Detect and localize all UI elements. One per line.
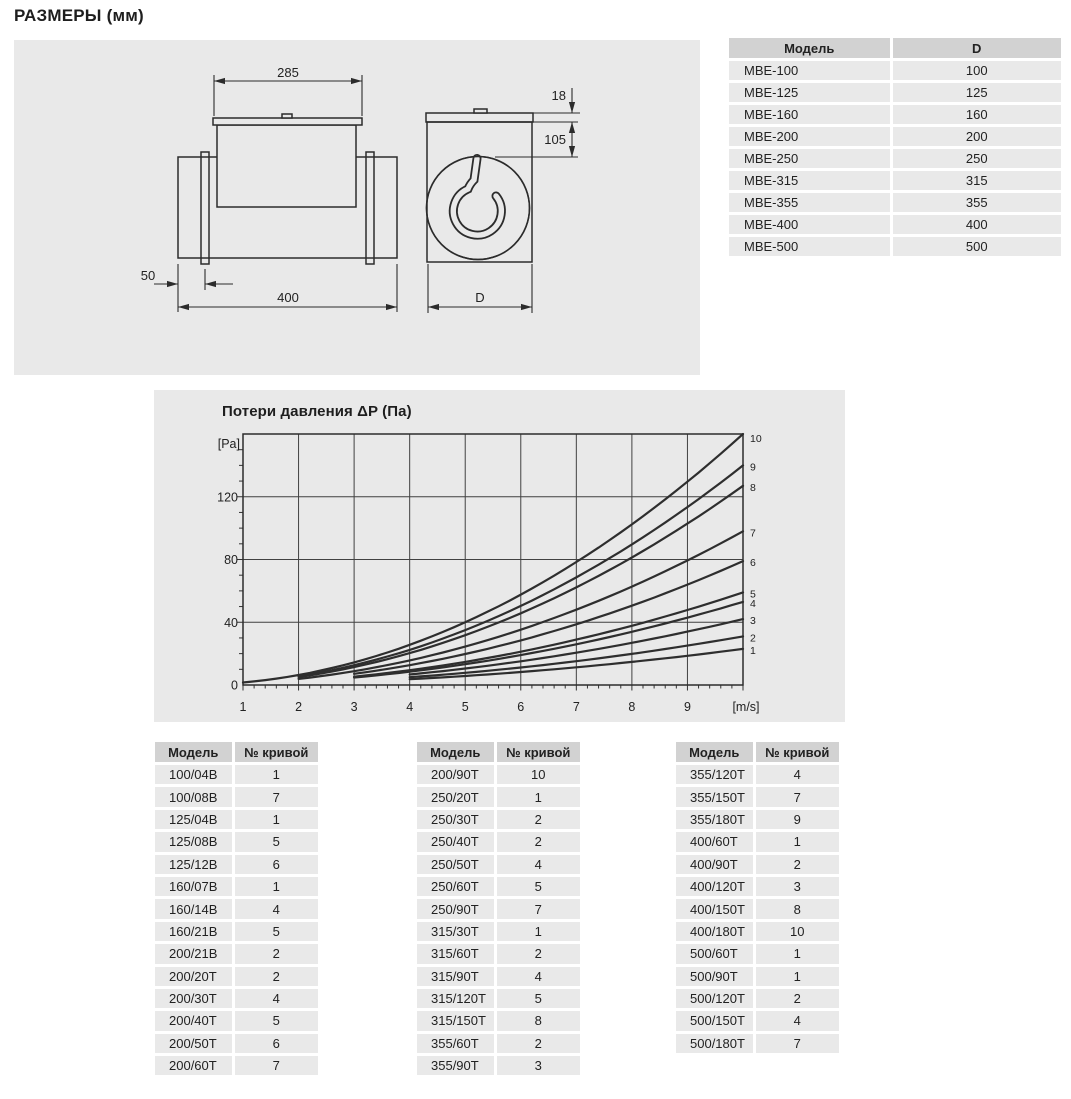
model-cell: 400/180Т	[676, 920, 754, 942]
curve-number-cell: 1	[233, 764, 318, 786]
curve-label-2: 2	[750, 632, 756, 645]
curve-number-cell: 3	[495, 1055, 580, 1077]
curve-label-7: 7	[750, 527, 756, 540]
table-row	[155, 1055, 318, 1077]
diameter-cell: 355	[891, 192, 1061, 214]
model-cell: 315/90Т	[417, 965, 495, 987]
table-row	[155, 853, 318, 875]
curve-number-cell: 1	[233, 875, 318, 897]
table-row	[417, 920, 580, 942]
model-cell: МВЕ-250	[729, 148, 891, 170]
diameter-cell: 250	[891, 148, 1061, 170]
table-row	[676, 920, 839, 942]
table-row	[729, 236, 1061, 258]
flange-right	[366, 152, 374, 264]
x-tick-label: 8	[628, 700, 636, 714]
model-cell: 200/21В	[155, 943, 233, 965]
model-cell: 200/30Т	[155, 987, 233, 1009]
curve-number-cell: 3	[754, 875, 839, 897]
model-cell: 315/60Т	[417, 943, 495, 965]
model-cell: 250/60Т	[417, 875, 495, 897]
table-row	[676, 965, 839, 987]
curve-number-cell: 5	[233, 831, 318, 853]
curve-number-cell: 2	[754, 853, 839, 875]
table-row	[155, 764, 318, 786]
model-cell: 355/150Т	[676, 786, 754, 808]
table-row	[155, 965, 318, 987]
table-row	[155, 1010, 318, 1032]
model-cell: 250/90Т	[417, 898, 495, 920]
model-cell: 500/90Т	[676, 965, 754, 987]
flange-left	[201, 152, 209, 264]
table-row	[417, 943, 580, 965]
curve-label-10: 10	[750, 433, 762, 445]
column-header: № кривой	[754, 742, 839, 764]
diameter-cell: 200	[891, 126, 1061, 148]
curve-number-cell: 2	[754, 987, 839, 1009]
model-curve-table-2	[417, 742, 580, 1078]
curve-number-cell: 2	[495, 1032, 580, 1054]
curve-number-cell: 1	[754, 831, 839, 853]
model-cell: МВЕ-315	[729, 170, 891, 192]
curve-number-cell: 4	[233, 898, 318, 920]
y-tick-label: 80	[224, 553, 238, 567]
model-cell: 200/50Т	[155, 1032, 233, 1054]
header-row	[417, 742, 580, 764]
curve-number-cell: 10	[754, 920, 839, 942]
curve-number-cell: 6	[233, 1032, 318, 1054]
curve-number-cell: 7	[754, 786, 839, 808]
terminal-box-lid	[213, 118, 362, 125]
x-tick-label: 6	[517, 700, 525, 714]
table-row	[417, 965, 580, 987]
header-row	[155, 742, 318, 764]
curve-number-cell: 8	[754, 898, 839, 920]
curve-number-cell: 5	[233, 920, 318, 942]
model-cell: МВЕ-400	[729, 214, 891, 236]
terminal-box	[217, 125, 356, 207]
pressure-curve-10	[243, 434, 743, 683]
model-cell: 250/20Т	[417, 786, 495, 808]
table-row	[729, 148, 1061, 170]
model-cell: 125/12В	[155, 853, 233, 875]
curve-label-6: 6	[750, 557, 756, 570]
front-cable-gland	[474, 109, 487, 113]
model-cell: 200/20Т	[155, 965, 233, 987]
curve-number-cell: 2	[233, 943, 318, 965]
model-cell: 200/90Т	[417, 764, 495, 786]
column-header: Модель	[417, 742, 495, 764]
diameter-cell: 400	[891, 214, 1061, 236]
table-row	[417, 853, 580, 875]
curve-number-cell: 7	[233, 1055, 318, 1077]
curve-number-cell: 6	[233, 853, 318, 875]
model-cell: 500/150Т	[676, 1010, 754, 1032]
diameter-cell: 500	[891, 236, 1061, 258]
column-header: Модель	[155, 742, 233, 764]
model-curve-table-1	[155, 742, 318, 1078]
chart-title: Потери давления ΔP (Па)	[222, 403, 412, 420]
x-tick-label: 1	[239, 700, 247, 714]
y-tick-label: 120	[217, 490, 238, 505]
table-row	[729, 82, 1061, 104]
table-row	[417, 1055, 580, 1077]
curve-number-cell: 4	[233, 987, 318, 1009]
x-tick-label: 5	[461, 700, 469, 714]
table-row	[417, 786, 580, 808]
x-tick-label: 2	[295, 700, 303, 714]
curve-number-cell: 2	[495, 831, 580, 853]
table-row	[155, 898, 318, 920]
column-header: № кривой	[495, 742, 580, 764]
curve-number-cell: 10	[495, 764, 580, 786]
dimension-table	[729, 38, 1061, 259]
model-cell: МВЕ-160	[729, 104, 891, 126]
curve-label-5: 5	[750, 588, 756, 601]
model-cell: 315/30Т	[417, 920, 495, 942]
table-row	[676, 764, 839, 786]
table-row	[676, 831, 839, 853]
table-row	[155, 1032, 318, 1054]
curve-number-cell: 7	[233, 786, 318, 808]
model-cell: 400/120Т	[676, 875, 754, 897]
curve-number-cell: 9	[754, 808, 839, 830]
table-row	[676, 786, 839, 808]
curve-number-cell: 1	[754, 943, 839, 965]
model-cell: МВЕ-500	[729, 236, 891, 258]
model-cell: 100/04В	[155, 764, 233, 786]
table-row	[417, 987, 580, 1009]
model-cell: МВЕ-100	[729, 60, 891, 82]
table-row	[729, 214, 1061, 236]
table-row	[417, 831, 580, 853]
curve-number-cell: 1	[754, 965, 839, 987]
model-cell: 125/08В	[155, 831, 233, 853]
curve-number-cell: 5	[495, 875, 580, 897]
table-row	[155, 786, 318, 808]
table-row	[417, 898, 580, 920]
curve-label-8: 8	[750, 481, 756, 494]
table-row	[676, 875, 839, 897]
model-cell: 355/120Т	[676, 764, 754, 786]
curve-number-cell: 1	[233, 808, 318, 830]
table-row	[155, 920, 318, 942]
table-row	[676, 898, 839, 920]
model-cell: 400/90Т	[676, 853, 754, 875]
curve-number-cell: 7	[754, 1032, 839, 1054]
x-tick-label: 3	[350, 700, 358, 714]
table-row	[155, 808, 318, 830]
table-row	[417, 1032, 580, 1054]
front-body	[427, 122, 532, 262]
curve-number-cell: 4	[495, 965, 580, 987]
y-tick-label: 0	[231, 678, 238, 693]
side-view	[178, 114, 397, 264]
x-tick-label: 9	[683, 700, 691, 714]
curve-labels	[750, 433, 762, 657]
pressure-loss-plot	[154, 390, 845, 722]
model-cell: 200/40Т	[155, 1010, 233, 1032]
x-tick-label: 7	[572, 700, 580, 714]
curve-label-3: 3	[750, 615, 756, 628]
model-curve-table-3	[676, 742, 839, 1056]
model-cell: МВЕ-125	[729, 82, 891, 104]
diameter-cell: 315	[891, 170, 1061, 192]
diameter-cell: 160	[891, 104, 1061, 126]
model-cell: 355/180Т	[676, 808, 754, 830]
curve-number-cell: 2	[495, 943, 580, 965]
dim-element-depth: 105	[544, 132, 566, 147]
front-lid	[426, 113, 533, 122]
curve-number-cell: 1	[495, 786, 580, 808]
dimensions-drawing-panel	[14, 40, 700, 375]
table-row	[729, 104, 1061, 126]
table-row	[417, 764, 580, 786]
dimension-annotations	[141, 65, 580, 313]
table-row	[155, 943, 318, 965]
curves	[243, 434, 743, 683]
curve-number-cell: 5	[233, 1010, 318, 1032]
model-cell: 160/07В	[155, 875, 233, 897]
curve-number-cell: 2	[495, 808, 580, 830]
y-axis-unit-label: [Pa]	[217, 437, 240, 451]
curve-label-4: 4	[750, 597, 756, 610]
table-row	[729, 126, 1061, 148]
x-axis-unit-label: [m/s]	[732, 700, 760, 714]
column-header: Модель	[729, 38, 891, 60]
model-cell: 250/50Т	[417, 853, 495, 875]
page-title: РАЗМЕРЫ (мм)	[14, 6, 144, 25]
model-cell: 250/40Т	[417, 831, 495, 853]
table-row	[729, 192, 1061, 214]
dim-lid-height: 18	[551, 88, 566, 103]
curve-label-9: 9	[750, 461, 756, 474]
column-header: D	[891, 38, 1061, 60]
dim-box-width: 285	[277, 65, 299, 80]
table-row	[417, 1010, 580, 1032]
table-row	[417, 808, 580, 830]
table-row	[676, 943, 839, 965]
model-cell: 315/120Т	[417, 987, 495, 1009]
model-cell: 500/180Т	[676, 1032, 754, 1054]
curve-number-cell: 5	[495, 987, 580, 1009]
model-cell: 500/60Т	[676, 943, 754, 965]
y-tick-label: 40	[224, 615, 238, 630]
diameter-cell: 100	[891, 60, 1061, 82]
dim-flange-offset: 50	[140, 268, 156, 283]
model-cell: 400/150Т	[676, 898, 754, 920]
curve-number-cell: 1	[495, 920, 580, 942]
model-cell: 315/150Т	[417, 1010, 495, 1032]
header-row	[676, 742, 839, 764]
model-cell: 355/60Т	[417, 1032, 495, 1054]
curve-number-cell: 7	[495, 898, 580, 920]
model-cell: 355/90Т	[417, 1055, 495, 1077]
model-cell: 160/21В	[155, 920, 233, 942]
pressure-loss-chart	[154, 390, 845, 722]
table-row	[676, 1032, 839, 1054]
curve-label-1: 1	[750, 644, 756, 657]
table-row	[155, 831, 318, 853]
table-row	[729, 170, 1061, 192]
curve-number-cell: 4	[754, 764, 839, 786]
model-cell: 200/60Т	[155, 1055, 233, 1077]
model-cell: 160/14В	[155, 898, 233, 920]
column-header: № кривой	[233, 742, 318, 764]
model-cell: 400/60Т	[676, 831, 754, 853]
table-row	[676, 853, 839, 875]
dim-body-length: 400	[277, 290, 299, 305]
duct-heater-drawing	[14, 40, 700, 375]
model-cell: МВЕ-200	[729, 126, 891, 148]
table-row	[417, 875, 580, 897]
table-row	[676, 808, 839, 830]
header-row	[729, 38, 1061, 60]
curve-number-cell: 2	[233, 965, 318, 987]
table-row	[676, 987, 839, 1009]
pressure-curve-4	[354, 602, 743, 678]
model-cell: 100/08В	[155, 786, 233, 808]
column-header: Модель	[676, 742, 754, 764]
model-cell: 250/30Т	[417, 808, 495, 830]
model-cell: МВЕ-355	[729, 192, 891, 214]
table-row	[155, 987, 318, 1009]
diameter-cell: 125	[891, 82, 1061, 104]
model-cell: 500/120Т	[676, 987, 754, 1009]
table-row	[676, 1010, 839, 1032]
table-row	[729, 60, 1061, 82]
cable-gland	[282, 114, 292, 118]
model-cell: 125/04В	[155, 808, 233, 830]
curve-number-cell: 4	[495, 853, 580, 875]
dim-diameter: D	[475, 290, 485, 305]
x-tick-label: 4	[406, 700, 414, 714]
table-row	[155, 875, 318, 897]
curve-number-cell: 8	[495, 1010, 580, 1032]
curve-number-cell: 4	[754, 1010, 839, 1032]
front-view	[426, 109, 533, 262]
